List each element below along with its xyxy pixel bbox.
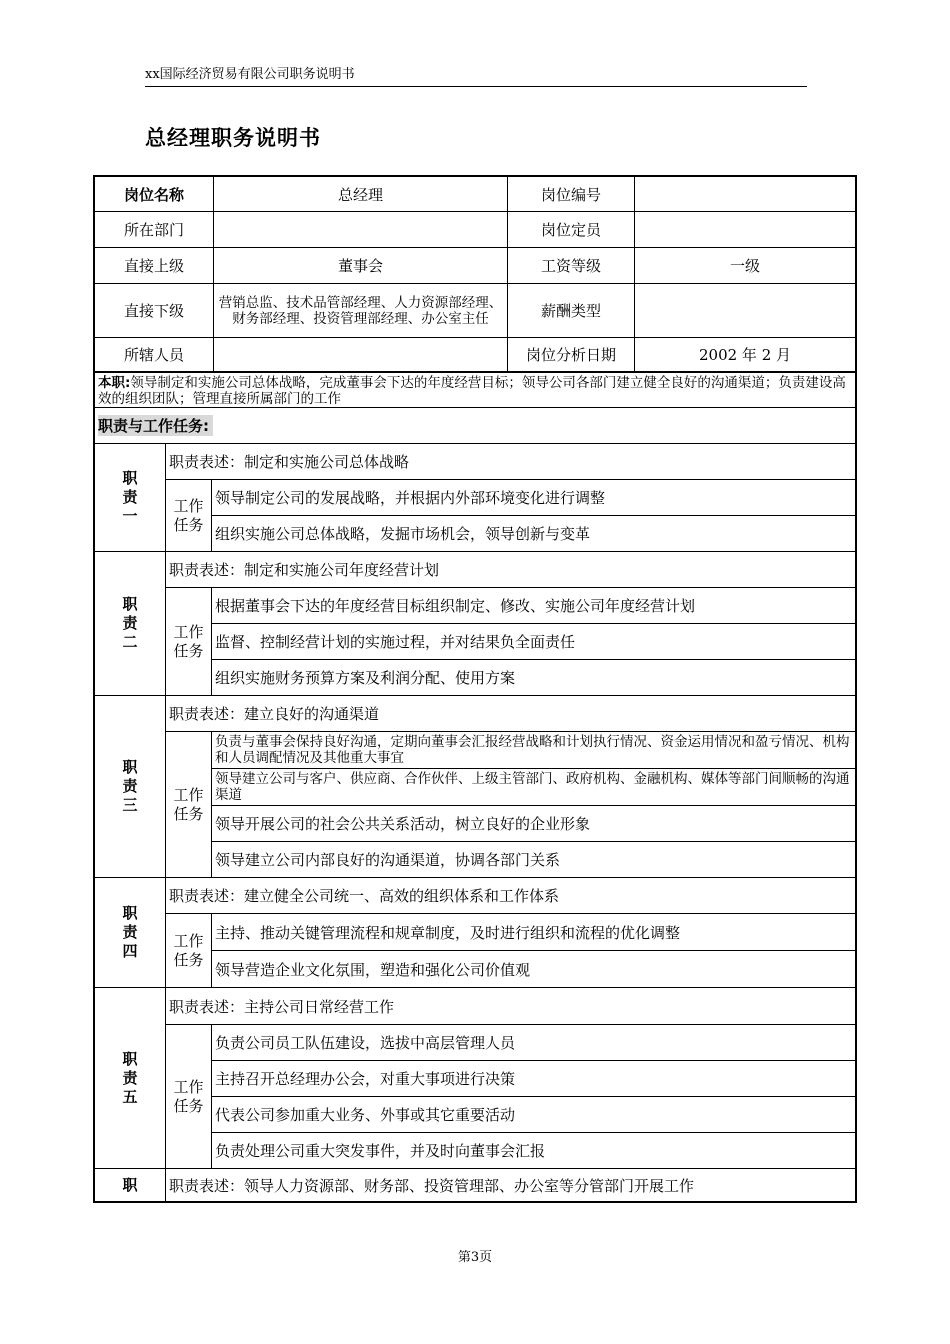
duty-3-label: 职责三 [95, 695, 165, 877]
duty-2-statement: 职责表述：制定和实施公司年度经营计划 [165, 551, 855, 587]
pay-type-value [634, 283, 855, 337]
department-value [213, 211, 507, 247]
job-description-table [93, 175, 857, 1203]
duty-1-task-label: 工作任务 [165, 479, 211, 551]
duty-3-task-3: 领导开展公司的社会公共关系活动，树立良好的企业形象 [211, 805, 855, 841]
job-summary [95, 371, 855, 407]
position-code-value [634, 177, 855, 211]
duty-1-task-2: 组织实施公司总体战略，发掘市场机会，领导创新与变革 [211, 515, 855, 551]
duty-5-task-3: 代表公司参加重大业务、外事或其它重要活动 [211, 1096, 855, 1132]
subordinates-label: 直接下级 [95, 283, 213, 337]
duty-4-label: 职责四 [95, 877, 165, 987]
duty-5-label: 职责五 [95, 987, 165, 1168]
staff-value [213, 337, 507, 371]
headcount-value [634, 211, 855, 247]
analysis-date-value: 2002 年 2 月 [634, 337, 855, 371]
salary-grade-label: 工资等级 [507, 247, 634, 283]
duty-6-label: 职 [95, 1168, 165, 1201]
job-summary-text: 领导制定和实施公司总体战略，完成董事会下达的年度经营目标；领导公司各部门建立健全良好的沟通渠道；负责建设高效的组织团队；管理直接所属部门的工作 [98, 375, 846, 407]
superior-value: 董事会 [213, 247, 507, 283]
page-title: 总经理职务说明书 [145, 126, 321, 150]
duties-heading [95, 407, 855, 443]
duty-2-task-label: 工作任务 [165, 587, 211, 695]
duty-6-statement: 职责表述：领导人力资源部、财务部、投资管理部、办公室等分管部门开展工作 [165, 1168, 855, 1201]
duty-5-task-label: 工作任务 [165, 1024, 211, 1168]
page-number: 第3页 [457, 1250, 493, 1265]
duty-4-statement: 职责表述：建立健全公司统一、高效的组织体系和工作体系 [165, 877, 855, 913]
document-header: xx国际经济贸易有限公司职务说明书 [145, 64, 807, 87]
duty-2-label: 职责二 [95, 551, 165, 695]
duty-5-task-2: 主持召开总经理办公会，对重大事项进行决策 [211, 1060, 855, 1096]
pay-type-label: 薪酬类型 [507, 283, 634, 337]
duty-1-statement: 职责表述：制定和实施公司总体战略 [165, 443, 855, 479]
duties-heading-text: 职责与工作任务: [98, 415, 213, 436]
duty-3-task-2: 领导建立公司与客户、供应商、合作伙伴、上级主管部门、政府机构、金融机构、媒体等部门间顺畅的沟通渠道 [211, 768, 855, 805]
duty-2-task-2: 监督、控制经营计划的实施过程，并对结果负全面责任 [211, 623, 855, 659]
duty-1-task-1: 领导制定公司的发展战略，并根据内外部环境变化进行调整 [211, 479, 855, 515]
duty-4-task-label: 工作任务 [165, 913, 211, 987]
position-code-label: 岗位编号 [507, 177, 634, 211]
staff-label: 所辖人员 [95, 337, 213, 371]
duty-5-statement: 职责表述：主持公司日常经营工作 [165, 987, 855, 1024]
duty-3-statement: 职责表述：建立良好的沟通渠道 [165, 695, 855, 731]
position-name-value: 总经理 [213, 177, 507, 211]
duty-2-task-1: 根据董事会下达的年度经营目标组织制定、修改、实施公司年度经营计划 [211, 587, 855, 623]
analysis-date-label: 岗位分析日期 [507, 337, 634, 371]
department-label: 所在部门 [95, 211, 213, 247]
superior-label: 直接上级 [95, 247, 213, 283]
duty-4-task-1: 主持、推动关键管理流程和规章制度，及时进行组织和流程的优化调整 [211, 913, 855, 950]
job-summary-label: 本职: [98, 375, 131, 391]
duty-3-task-label: 工作任务 [165, 731, 211, 877]
headcount-label: 岗位定员 [507, 211, 634, 247]
duty-1-label: 职责一 [95, 443, 165, 551]
subordinates-value: 营销总监、技术品管部经理、人力资源部经理、财务部经理、投资管理部经理、办公室主任 [213, 283, 507, 337]
duty-3-task-4: 领导建立公司内部良好的沟通渠道，协调各部门关系 [211, 841, 855, 877]
position-name-label: 岗位名称 [123, 185, 184, 204]
duty-2-task-3: 组织实施财务预算方案及利润分配、使用方案 [211, 659, 855, 695]
salary-grade-value: 一级 [634, 247, 855, 283]
duty-3-task-1: 负责与董事会保持良好沟通，定期向董事会汇报经营战略和计划执行情况、资金运用情况和盈亏情况、机构和人员调配情况及其他重大事宜 [211, 731, 855, 768]
duty-5-task-4: 负责处理公司重大突发事件，并及时向董事会汇报 [211, 1132, 855, 1168]
duty-4-task-2: 领导营造企业文化氛围，塑造和强化公司价值观 [211, 950, 855, 987]
duty-5-task-1: 负责公司员工队伍建设，选拔中高层管理人员 [211, 1024, 855, 1060]
